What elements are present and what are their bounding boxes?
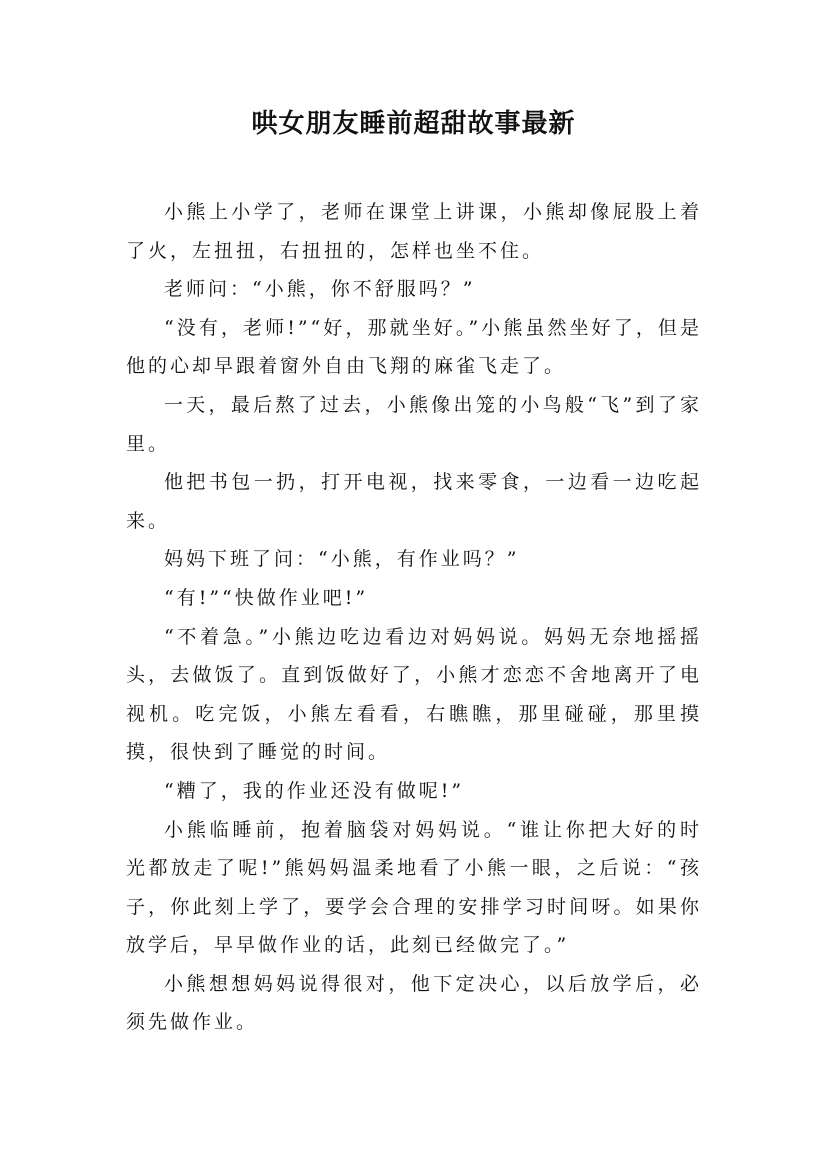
paragraph-8: “不着急。”小熊边吃边看边对妈妈说。妈妈无奈地摇摇头，去做饭了。直到饭做好了，小熊才恋恋不舍地离开了电视机。吃完饭，小熊左看看，右瞧瞧，那里碰碰，那里摸摸，很快到了睡觉的时间。 xyxy=(126,625,702,764)
paragraph-2: 老师问：“小熊，你不舒服吗？” xyxy=(164,278,476,301)
document-body xyxy=(126,193,702,1042)
paragraph-7: “有!”“快做作业吧!” xyxy=(164,586,369,609)
paragraph-9: “糟了，我的作业还没有做呢!” xyxy=(164,779,465,802)
paragraph-5: 他把书包一扔，打开电视，找来零食，一边看一边吃起来。 xyxy=(126,471,702,532)
paragraph-1: 小熊上小学了，老师在课堂上讲课，小熊却像屁股上着了火，左扭扭，右扭扭的，怎样也坐不住。 xyxy=(126,201,702,262)
paragraph-4: 一天，最后熬了过去，小熊像出笼的小鸟般“飞”到了家里。 xyxy=(126,393,702,455)
paragraph-3: “没有，老师!”“好，那就坐好。”小熊虽然坐好了，但是他的心却早跟着窗外自由飞翔的麻雀飞走了。 xyxy=(126,316,702,378)
paragraph-11: 小熊想想妈妈说得很对，他下定决心，以后放学后，必须先做作业。 xyxy=(126,972,702,1034)
paragraph-10: 小熊临睡前，抱着脑袋对妈妈说。“谁让你把大好的时光都放走了呢!”熊妈妈温柔地看了小熊一眼，之后说：“孩子，你此刻上学了，要学会合理的安排学习时间呀。如果你放学后，早早做作业的话，此刻已经做完了。” xyxy=(126,818,702,957)
document-title: 哄女朋友睡前超甜故事最新 xyxy=(251,109,576,139)
paragraph-6: 妈妈下班了问：“小熊，有作业吗？” xyxy=(164,548,520,571)
